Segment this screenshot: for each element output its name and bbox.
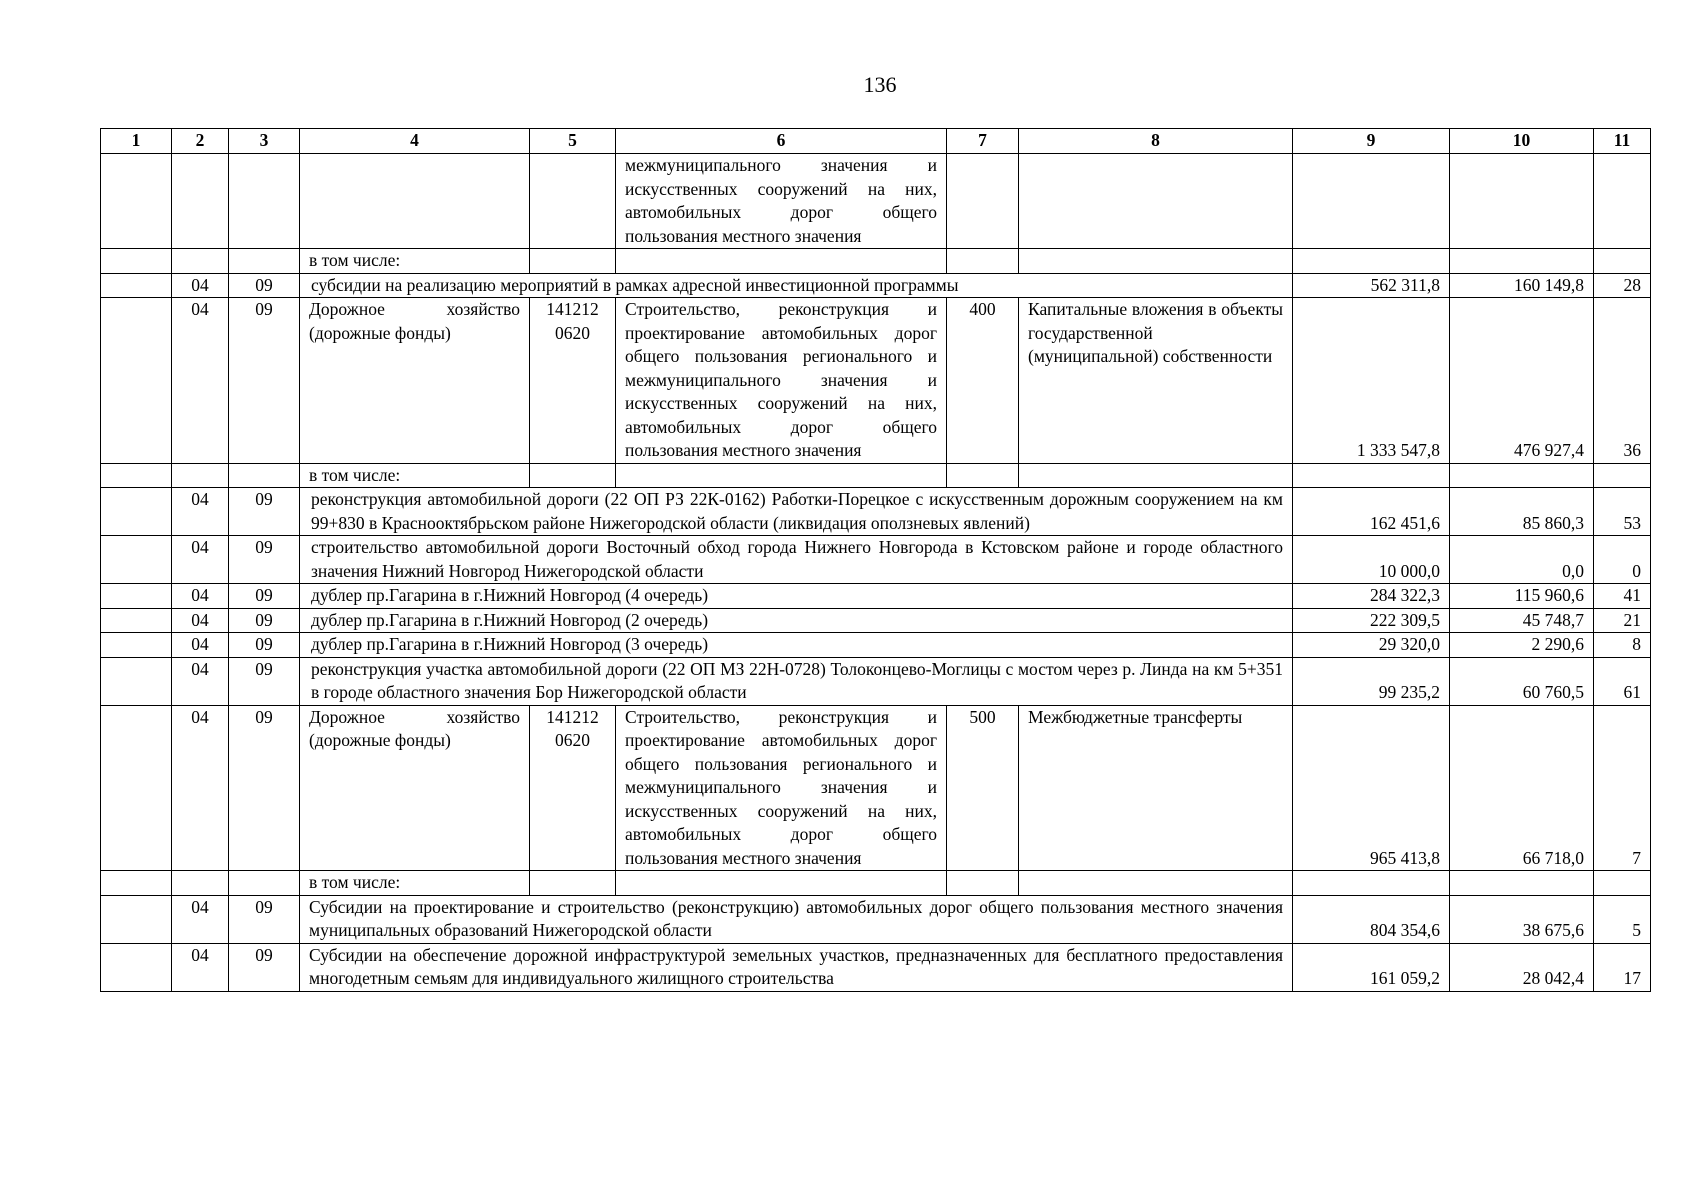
item-description: дублер пр.Гагарина в г.Нижний Новгород (3 очередь): [300, 633, 1293, 658]
column-header: 1: [101, 129, 172, 154]
section-code: 04: [172, 943, 229, 991]
table-row: [101, 633, 1651, 658]
item-description: субсидии на реализацию мероприятий в рамках адресной инвестиционной программы: [300, 273, 1293, 298]
subsection-code: 09: [229, 488, 300, 536]
section-code: 04: [172, 273, 229, 298]
amount-plan: 29 320,0: [1293, 633, 1450, 658]
page-number: 136: [863, 72, 897, 97]
percent-complete: 8: [1594, 633, 1651, 658]
amount-plan: 562 311,8: [1293, 273, 1450, 298]
column-header: 6: [616, 129, 947, 154]
subsection-code: 09: [229, 705, 300, 871]
percent-complete: 61: [1594, 657, 1651, 705]
subsection-code: 09: [229, 536, 300, 584]
section-name: Дорожное хозяйство (дорожные фонды): [300, 705, 530, 871]
subtotal-label-row: [101, 871, 1651, 896]
section-name: Дорожное хозяйство (дорожные фонды): [300, 298, 530, 464]
percent-complete: 7: [1594, 705, 1651, 871]
column-header: 7: [947, 129, 1019, 154]
item-description: реконструкция автомобильной дороги (22 ОП РЗ 22К-0162) Работки-Порецкое с искусственным дорожным сооружением на км 99+830 в Краснооктябрьском районе Нижегородской области (ликвидация оползневых явлений): [300, 488, 1293, 536]
amount-plan: 222 309,5: [1293, 608, 1450, 633]
expense-type-code: 500: [947, 705, 1019, 871]
percent-complete: 0: [1594, 536, 1651, 584]
amount-plan: 1 333 547,8: [1293, 298, 1450, 464]
item-description: строительство автомобильной дороги Восточный обход города Нижнего Новгорода в Кстовском районе и городе областного значения Нижний Новгород Нижегородской области: [300, 536, 1293, 584]
percent-complete: 28: [1594, 273, 1651, 298]
amount-actual: 60 760,5: [1450, 657, 1594, 705]
expense-type-name: Капитальные вложения в объекты государственной (муниципальной) собственности: [1019, 298, 1293, 464]
target-description: Строительство, реконструкция и проектирование автомобильных дорог общего пользования регионального и межмуниципального значения и искусственных сооружений на них, автомобильных дорог общего пользования местного значения: [616, 705, 947, 871]
amount-actual: 45 748,7: [1450, 608, 1594, 633]
table-row: [101, 608, 1651, 633]
header-row: [101, 129, 1651, 154]
item-description: реконструкция участка автомобильной дороги (22 ОП МЗ 22Н-0728) Толоконцево-Моглицы с мостом через р. Линда на км 5+351 в городе областного значения Бор Нижегородской области: [300, 657, 1293, 705]
amount-plan: 965 413,8: [1293, 705, 1450, 871]
amount-plan: 99 235,2: [1293, 657, 1450, 705]
percent-complete: 17: [1594, 943, 1651, 991]
percent-complete: 36: [1594, 298, 1651, 464]
subsection-code: 09: [229, 608, 300, 633]
subsection-code: 09: [229, 584, 300, 609]
percent-complete: 21: [1594, 608, 1651, 633]
section-code: 04: [172, 536, 229, 584]
section-code: 04: [172, 633, 229, 658]
column-header: 4: [300, 129, 530, 154]
amount-actual: 85 860,3: [1450, 488, 1594, 536]
subtotal-label-row: [101, 249, 1651, 274]
amount-actual: 28 042,4: [1450, 943, 1594, 991]
column-header: 9: [1293, 129, 1450, 154]
section-code: 04: [172, 895, 229, 943]
column-header: 10: [1450, 129, 1594, 154]
amount-actual: 38 675,6: [1450, 895, 1594, 943]
column-header: 2: [172, 129, 229, 154]
amount-actual: 2 290,6: [1450, 633, 1594, 658]
in-that-number-label: в том числе:: [300, 463, 530, 488]
target-code: 141212 0620: [530, 298, 616, 464]
table-row: [101, 705, 1651, 871]
in-that-number-label: в том числе:: [300, 871, 530, 896]
item-description: дублер пр.Гагарина в г.Нижний Новгород (4 очередь): [300, 584, 1293, 609]
expense-type-code: 400: [947, 298, 1019, 464]
amount-actual: 0,0: [1450, 536, 1594, 584]
subsection-code: 09: [229, 895, 300, 943]
percent-complete: 41: [1594, 584, 1651, 609]
column-header: 3: [229, 129, 300, 154]
section-code: 04: [172, 298, 229, 464]
table-row: [101, 895, 1651, 943]
section-code: 04: [172, 488, 229, 536]
section-code: 04: [172, 657, 229, 705]
continuation-description: межмуниципального значения и искусственных сооружений на них, автомобильных дорог общего пользования местного значения: [616, 154, 947, 249]
table-row: [101, 584, 1651, 609]
item-description: Субсидии на проектирование и строительство (реконструкцию) автомобильных дорог общего пользования местного значения муниципальных образований Нижегородской области: [300, 895, 1293, 943]
budget-table: [100, 128, 1651, 992]
section-code: 04: [172, 705, 229, 871]
continuation-row: [101, 154, 1651, 249]
percent-complete: 53: [1594, 488, 1651, 536]
target-description: Строительство, реконструкция и проектирование автомобильных дорог общего пользования регионального и межмуниципального значения и искусственных сооружений на них, автомобильных дорог общего пользования местного значения: [616, 298, 947, 464]
target-code: 141212 0620: [530, 705, 616, 871]
column-header: 11: [1594, 129, 1651, 154]
subtotal-label-row: [101, 463, 1651, 488]
amount-plan: 284 322,3: [1293, 584, 1450, 609]
subsection-code: 09: [229, 273, 300, 298]
table-row: [101, 943, 1651, 991]
in-that-number-label: в том числе:: [300, 249, 530, 274]
subsection-code: 09: [229, 633, 300, 658]
amount-actual: 66 718,0: [1450, 705, 1594, 871]
item-description: дублер пр.Гагарина в г.Нижний Новгород (2 очередь): [300, 608, 1293, 633]
amount-actual: 476 927,4: [1450, 298, 1594, 464]
table-row: [101, 488, 1651, 536]
column-header: 8: [1019, 129, 1293, 154]
subsection-code: 09: [229, 943, 300, 991]
section-code: 04: [172, 584, 229, 609]
column-header: 5: [530, 129, 616, 154]
amount-plan: 161 059,2: [1293, 943, 1450, 991]
expense-type-name: Межбюджетные трансферты: [1019, 705, 1293, 871]
table-row: [101, 298, 1651, 464]
amount-actual: 160 149,8: [1450, 273, 1594, 298]
table-row: [101, 536, 1651, 584]
percent-complete: 5: [1594, 895, 1651, 943]
amount-plan: 162 451,6: [1293, 488, 1450, 536]
amount-actual: 115 960,6: [1450, 584, 1594, 609]
amount-plan: 10 000,0: [1293, 536, 1450, 584]
subsection-code: 09: [229, 298, 300, 464]
table-row: [101, 657, 1651, 705]
item-description: Субсидии на обеспечение дорожной инфраструктурой земельных участков, предназначенных для бесплатного предоставления многодетным семьям для индивидуального жилищного строительства: [300, 943, 1293, 991]
amount-plan: 804 354,6: [1293, 895, 1450, 943]
subsection-code: 09: [229, 657, 300, 705]
section-code: 04: [172, 608, 229, 633]
table-row: [101, 273, 1651, 298]
